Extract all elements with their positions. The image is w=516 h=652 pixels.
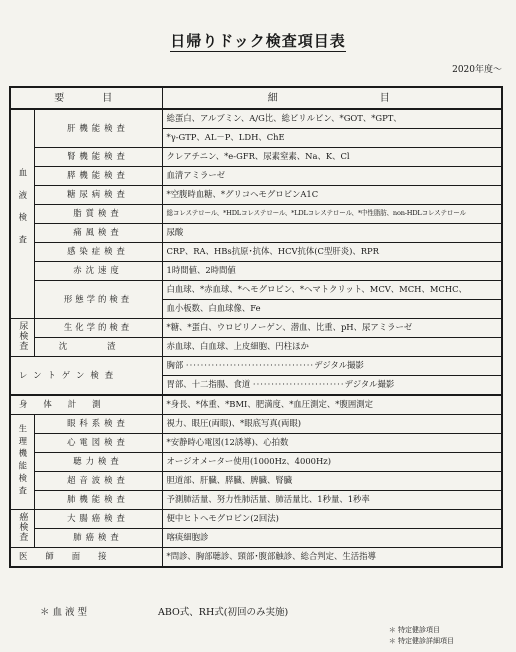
blood-type-value: ABO式、RH式(初回のみ実施) — [158, 607, 289, 618]
table-row — [10, 434, 502, 453]
item-esr: 赤沈速度 — [34, 262, 162, 281]
table-row — [10, 205, 502, 224]
xray-chest: 胸部 — [166, 360, 184, 371]
xray-method: デジタル撮影 — [314, 360, 364, 371]
item-xray: レントゲン検査 — [10, 357, 162, 396]
item-lipid: 脂質検査 — [34, 205, 162, 224]
detail-cell: 1時間値、2時間値 — [162, 262, 502, 281]
table-row — [10, 548, 502, 568]
detail-cell: 血清アミラーゼ — [162, 167, 502, 186]
table-header — [10, 87, 502, 109]
fiscal-year: 2020年度～ — [452, 65, 502, 75]
item-gout: 痛風検査 — [34, 224, 162, 243]
detail-cell: オージオメーター使用(1000Hz、4000Hz) — [162, 453, 502, 472]
detail-cell: *身長、*体重、*BMI、肥満度、*血圧測定、*腹囲測定 — [162, 395, 502, 415]
detail-cell: *空腹時血糖、*グリコヘモグロビンA1C — [162, 186, 502, 205]
header-detail: 細 目 — [162, 87, 502, 109]
detail-cell: 便中ヒトヘモグロビン(2回法) — [162, 510, 502, 529]
note-specified-detail: ＊ 特定健診詳細項目 — [388, 636, 454, 645]
detail-cell — [162, 357, 502, 376]
table-row — [10, 510, 502, 529]
detail-cell: 喀痰細胞診 — [162, 529, 502, 548]
table-row — [10, 281, 502, 300]
category-urine: 尿検査 — [10, 319, 34, 357]
item-colon-cancer: 大腸癌検査 — [34, 510, 162, 529]
table-row — [10, 415, 502, 434]
table-row — [10, 472, 502, 491]
table-row — [10, 186, 502, 205]
table-row — [10, 148, 502, 167]
item-eye: 眼科系検査 — [34, 415, 162, 434]
table-row — [10, 395, 502, 415]
item-lung-cancer: 肺癌検査 — [34, 529, 162, 548]
detail-cell: クレアチニン、*e-GFR、尿素窒素、Na、K、Cl — [162, 148, 502, 167]
blood-type-label: ＊血液型 — [40, 607, 91, 618]
detail-cell: *糖、*蛋白、ウロビリノーゲン、潜血、比重、pH、尿アミラーゼ — [162, 319, 502, 338]
table-row — [10, 167, 502, 186]
detail-cell: 視力、眼圧(両眼)、*眼底写真(両眼) — [162, 415, 502, 434]
detail-cell: *問診、胸部聴診、頸部･腹部触診、総合判定、生活指導 — [162, 548, 502, 568]
legend-notes — [389, 625, 454, 646]
table-row — [10, 338, 502, 357]
blood-type-line — [40, 604, 289, 618]
item-lung-function: 肺機能検査 — [34, 491, 162, 510]
detail-cell: 総コレステロール、*HDLコレステロール、*LDLコレステロール、*中性脂肪、non-HDLコレステロール — [162, 205, 502, 224]
item-urine-biochem: 生化学的検査 — [34, 319, 162, 338]
detail-cell: 総蛋白、アルブミン、A/G比、総ビリルビン、*GOT、*GPT、 — [162, 109, 502, 129]
detail-cell: 血小板数、白血球像、Fe — [162, 300, 502, 319]
table-row — [10, 224, 502, 243]
item-doctor: 医師面接 — [10, 548, 162, 568]
category-physio: 生理機能検査 — [10, 415, 34, 510]
header-category: 要 目 — [10, 87, 162, 109]
category-cancer: 癌検査 — [10, 510, 34, 548]
item-ecg: 心電図検査 — [34, 434, 162, 453]
table-row — [10, 357, 502, 376]
item-morphology: 形態学的検査 — [34, 281, 162, 319]
detail-cell: 予測肺活量、努力性肺活量、肺活量比、1秒量、1秒率 — [162, 491, 502, 510]
exam-items-table — [9, 86, 503, 568]
table-row — [10, 491, 502, 510]
leader-dots: ··································· — [185, 360, 315, 371]
item-hearing: 聴力検査 — [34, 453, 162, 472]
table-row — [10, 262, 502, 281]
detail-cell: *γ-GTP、AL－P、LDH、ChE — [162, 129, 502, 148]
item-body-measure: 身体計測 — [10, 395, 162, 415]
item-kidney: 腎機能検査 — [34, 148, 162, 167]
detail-cell: 胆道部、肝臓、膵臓、脾臓、腎臓 — [162, 472, 502, 491]
detail-cell: *安静時心電図(12誘導)、心拍数 — [162, 434, 502, 453]
table-row — [10, 243, 502, 262]
item-liver: 肝機能検査 — [34, 109, 162, 148]
category-blood: 血液検査 — [10, 109, 34, 319]
table-row — [10, 109, 502, 129]
item-infection: 感染症検査 — [34, 243, 162, 262]
table-row — [10, 319, 502, 338]
item-sediment: 沈渣 — [34, 338, 162, 357]
table-row — [10, 453, 502, 472]
detail-cell: 白血球、*赤血球、*ヘモグロビン、*ヘマトクリット、MCV、MCH、MCHC、 — [162, 281, 502, 300]
detail-cell: 尿酸 — [162, 224, 502, 243]
detail-cell: 赤血球、白血球、上皮細胞、円柱ほか — [162, 338, 502, 357]
item-pancreas: 膵機能検査 — [34, 167, 162, 186]
note-specified-exam: ＊ 特定健診項目 — [388, 626, 440, 634]
xray-method: デジタル撮影 — [344, 379, 395, 390]
table-row — [10, 529, 502, 548]
detail-cell: CRP、RA、HBs抗原･抗体、HCV抗体(C型肝炎)、RPR — [162, 243, 502, 262]
document-title: 日帰りドック検査項目表 — [170, 32, 346, 50]
item-ultrasound: 超音波検査 — [34, 472, 162, 491]
detail-cell — [162, 376, 502, 396]
item-diabetes: 糖尿病検査 — [34, 186, 162, 205]
xray-stomach: 胃部、十二指腸、食道 — [166, 379, 251, 390]
leader-dots: ························· — [252, 379, 345, 390]
